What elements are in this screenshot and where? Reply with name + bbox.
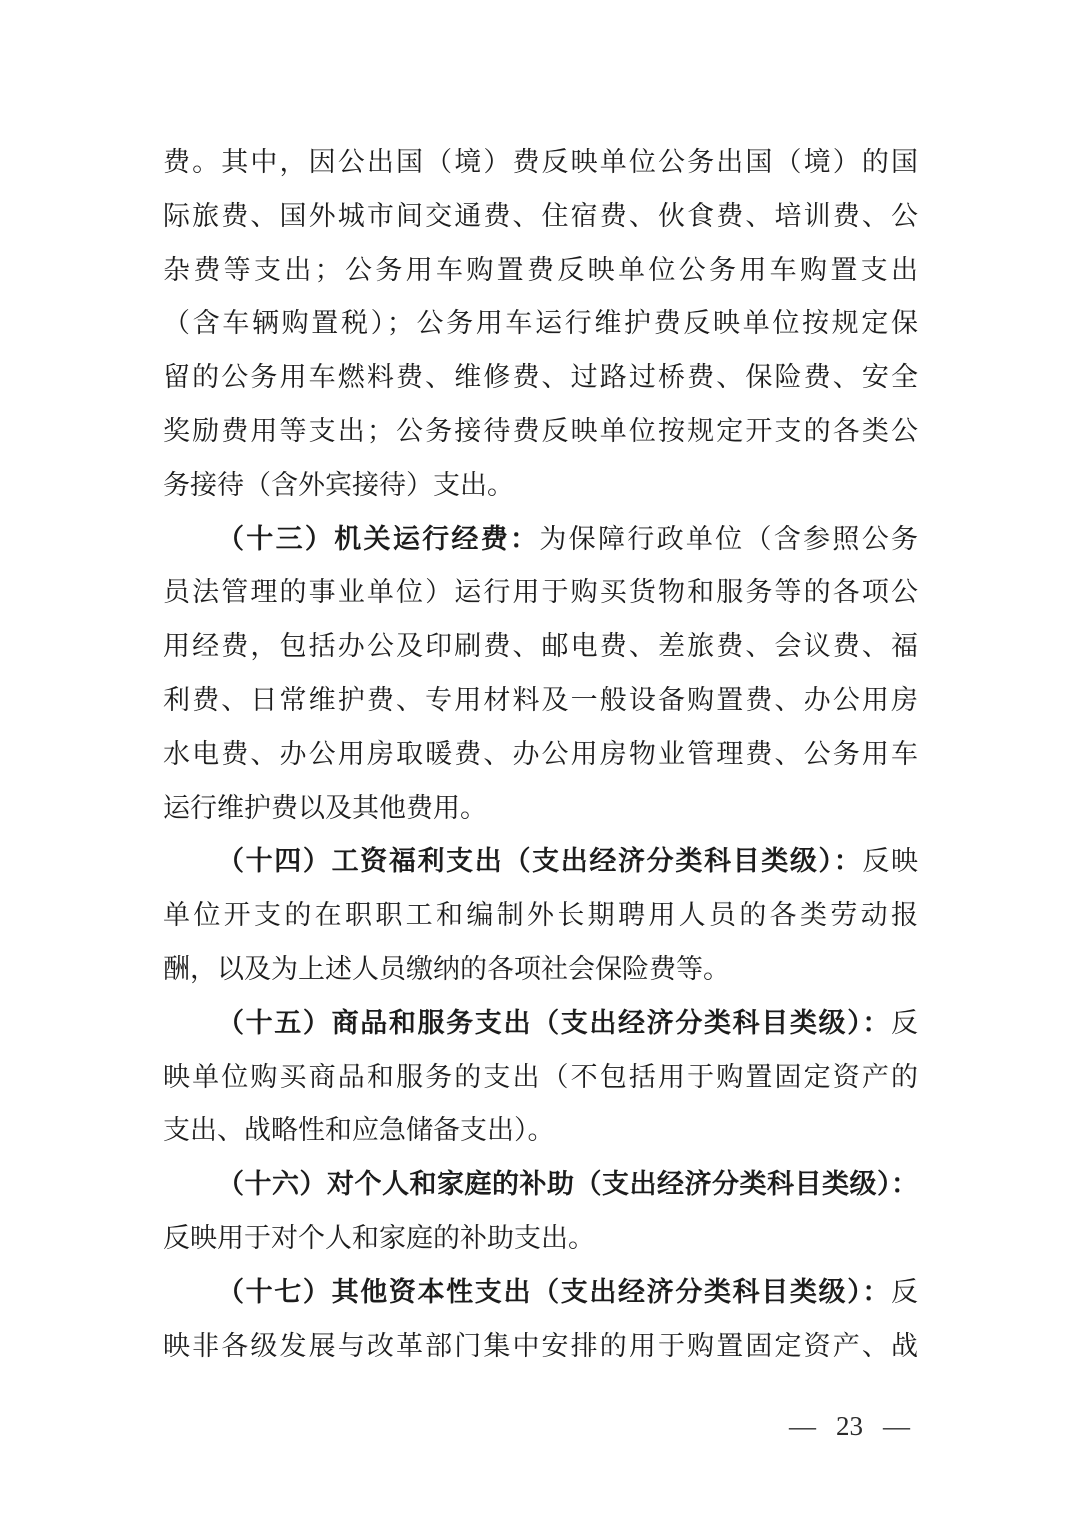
section-heading-text: （十三）机关运行经费： [217,523,540,554]
text-line [163,997,918,1051]
text-line [163,459,918,513]
footer-right-dash: — [883,1411,910,1441]
body-text: 用经费，包括办公及印刷费、邮电费、差旅费、会议费、福 [163,631,918,662]
body-text: 利费、日常维护费、专用材料及一般设备购置费、办公用房 [163,684,918,715]
section-heading-text: （十七）其他资本性支出（支出经济分类科目类级）： [217,1276,891,1307]
page-number: 23 [836,1411,863,1441]
section-heading-text: （十六）对个人和家庭的补助（支出经济分类科目类级）： [217,1169,918,1200]
page-footer [163,1408,910,1444]
text-line [163,620,918,674]
section-heading-text: （十五）商品和服务支出（支出经济分类科目类级）： [217,1007,891,1038]
body-text: 反映用于对个人和家庭的补助支出。 [163,1222,595,1253]
body-text: 运行维护费以及其他费用。 [163,792,487,823]
text-line [163,566,918,620]
body-text: 单位开支的在职职工和编制外长期聘用人员的各类劳动报 [163,900,918,931]
body-text: 酬，以及为上述人员缴纳的各项社会保险费等。 [163,953,730,984]
body-text: 费。其中，因公出国（境）费反映单位公务出国（境）的国 [163,147,918,177]
body-text: 映非各级发展与改革部门集中安排的用于购置固定资产、战 [163,1330,918,1361]
text-line [163,190,918,244]
body-text: 留的公务用车燃料费、维修费、过路过桥费、保险费、安全 [163,362,918,393]
footer-left-dash: — [789,1411,816,1441]
text-line [163,1104,918,1158]
body-text: 际旅费、国外城市间交通费、住宿费、伙食费、培训费、公 [163,200,918,231]
body-text: 映单位购买商品和服务的支出（不包括用于购置固定资产的 [163,1061,918,1092]
body-text: （含车辆购置税）；公务用车运行维护费反映单位按规定保 [163,308,918,339]
body-text: 反 [891,1007,918,1038]
body-text: 奖励费用等支出；公务接待费反映单位按规定开支的各类公 [163,415,918,446]
text-line [163,351,918,405]
body-text: 杂费等支出；公务用车购置费反映单位公务用车购置支出 [163,254,918,285]
text-line [163,1320,918,1374]
body-text: 员法管理的事业单位）运行用于购买货物和服务等的各项公 [163,577,918,608]
document-body [163,136,918,1373]
body-text: 反映 [862,846,919,877]
text-line [163,513,918,567]
text-line [163,244,918,298]
body-text: 务接待（含外宾接待）支出。 [163,469,514,500]
body-text: 水电费、办公用房取暖费、办公用房物业管理费、公务用车 [163,738,918,769]
text-line [163,1266,918,1320]
text-line [163,1158,918,1212]
text-line [163,782,918,836]
text-line [163,674,918,728]
section-heading-text: （十四）工资福利支出（支出经济分类科目类级）： [217,846,863,877]
text-line [163,136,918,190]
text-line [163,889,918,943]
text-line [163,835,918,889]
text-line [163,297,918,351]
body-text: 反 [891,1276,918,1307]
text-line [163,1051,918,1105]
body-text: 支出、战略性和应急储备支出）。 [163,1115,555,1146]
text-line [163,1212,918,1266]
text-line [163,728,918,782]
text-line [163,943,918,997]
body-text: 为保障行政单位（含参照公务 [539,523,919,554]
text-line [163,405,918,459]
